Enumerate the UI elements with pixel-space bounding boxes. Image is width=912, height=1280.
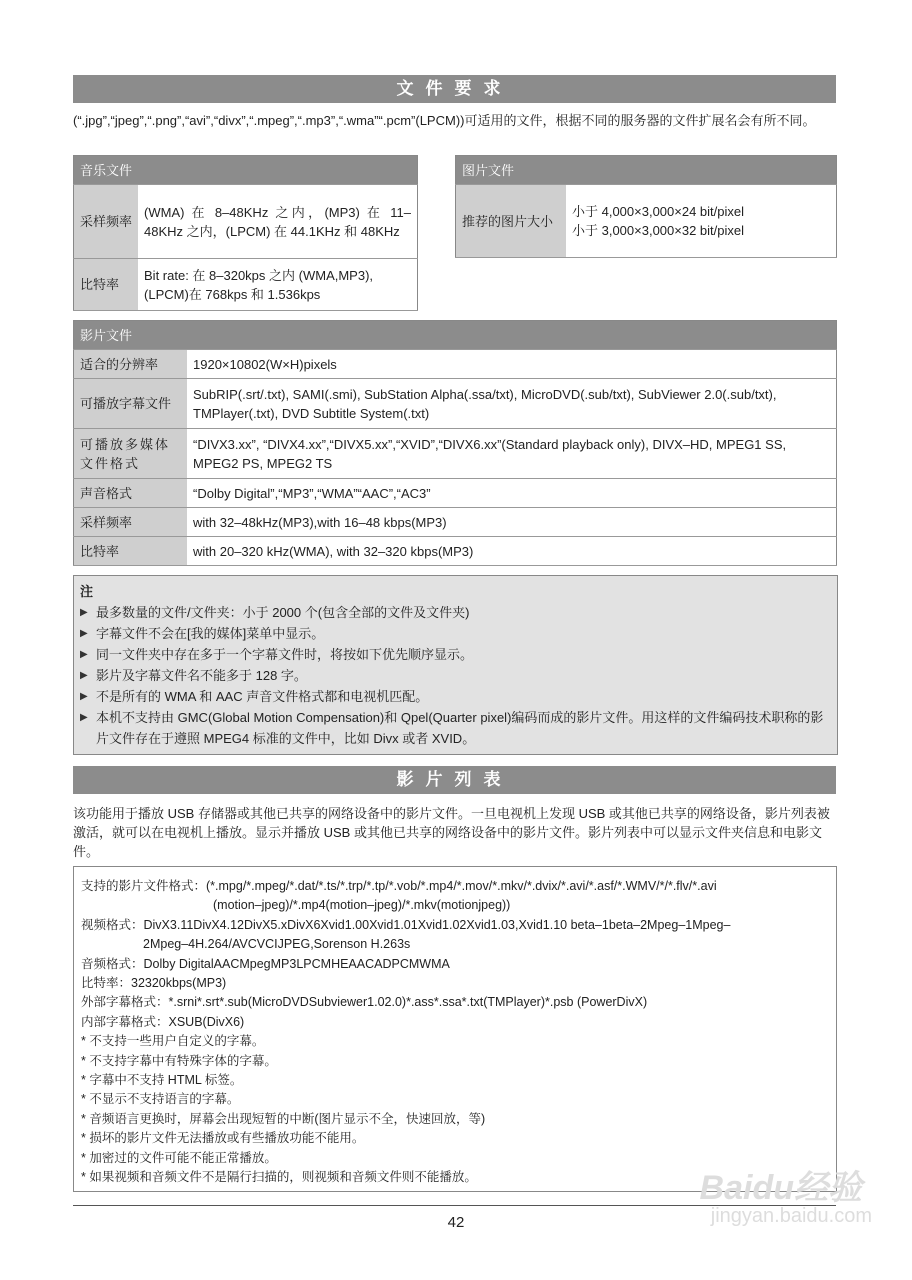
cell-value: with 32–48kHz(MP3),with 16–48 kbps(MP3)	[187, 508, 837, 537]
formats-line: 支持的影片文件格式：(*.mpg/*.mpeg/*.dat/*.ts/*.trp/*.tp/*.vob/*.mp4/*.mov/*.mkv/*.dvix/*.avi/*.asf/*.WMV/*/*.flv/*.avi	[81, 879, 717, 893]
cell-label: 推荐的图片大小	[456, 185, 567, 258]
page-number: 42	[447, 1214, 465, 1231]
box-note: * 不支持字幕中有特殊字体的字幕。	[81, 1053, 277, 1068]
music-header: 音乐文件	[74, 156, 418, 185]
note-item: ▶ 最多数量的文件/文件夹：小于 2000 个(包含全部的文件及文件夹)	[80, 602, 831, 623]
video-format-line: 视频格式：DivX3.11DivX4.12DivX5.xDivX6Xvid1.00Xvid1.01Xvid1.02Xvid1.03,Xvid1.10 beta–1beta–2Mpeg–1Mpeg–	[81, 917, 731, 932]
cell-label: 适合的分辨率	[74, 350, 188, 379]
cell-value: “Dolby Digital”,“MP3”,“WMA”“AAC”,“AC3”	[187, 479, 837, 508]
cell-label: 采样频率	[74, 185, 139, 259]
box-note: * 不支持一些用户自定义的字幕。	[81, 1034, 265, 1049]
cell-value	[566, 185, 837, 258]
picture-table	[455, 155, 837, 258]
picture-size-line: 小于 4,000×3,000×24 bit/pixel	[572, 204, 745, 219]
note-item: ▶ 字幕文件不会在[我的媒体]菜单中显示。	[80, 623, 831, 644]
box-note: * 不显示不支持语言的字幕。	[81, 1092, 240, 1107]
box-note: * 损坏的影片文件无法播放或有些播放功能不能用。	[81, 1131, 365, 1146]
box-note: * 加密过的文件可能不能正常播放。	[81, 1150, 277, 1165]
internal-subtitle-line: 内部字幕格式：XSUB(DivX6)	[81, 1014, 245, 1029]
cell-value: with 20–320 kHz(WMA), with 32–320 kbps(MP3)	[187, 537, 837, 566]
watermark-url: jingyan.baidu.com	[710, 1205, 872, 1227]
picture-size-line: 小于 3,000×3,000×32 bit/pixel	[572, 223, 745, 238]
cell-value: Bit rate: 在 8–320kps 之内 (WMA,MP3), (LPCM)在 768kps 和 1.536kps	[138, 259, 417, 311]
note-item: ▶ 本机不支持由 GMC(Global Motion Compensation)和 Qpel(Quarter pixel)编码而成的影片文件。用这样的文件编码技术职称的影片文件存在于遵照 MPEG4 标准的文件中，比如 Divx 或者 XVID。	[80, 707, 831, 749]
note-box	[73, 575, 838, 755]
box-note: * 字幕中不支持 HTML 标签。	[81, 1073, 243, 1088]
music-table	[73, 155, 418, 311]
video-format-line: 2Mpeg–4H.264/AVCVCIJPEG,Sorenson H.263s	[143, 937, 411, 952]
box-note: * 如果视频和音频文件不是隔行扫描的，则视频和音频文件则不能播放。	[81, 1170, 477, 1185]
cell-value: “DIVX3.xx”, “DIVX4.xx”,“DIVX5.xx”,“XVID”,“DIVX6.xx”(Standard playback only), DIVX–HD, MPEG1 SS, MPEG2 PS, MPEG2 TS	[187, 429, 837, 479]
audio-format-line: 音频格式：Dolby DigitalAACMpegMP3LPCMHEAACADPCMWMA	[81, 956, 450, 971]
external-subtitle-line: 外部字幕格式：*.srni*.srt*.sub(MicroDVDSubviewer1.02.0)*.ass*.ssa*.txt(TMPlayer)*.psb (PowerDivX)	[81, 995, 648, 1010]
picture-header: 图片文件	[456, 156, 837, 185]
box-note: * 音频语言更换时，屏幕会出现短暂的中断(图片显示不全，快速回放，等)	[81, 1111, 486, 1126]
note-item: ▶ 影片及字幕文件名不能多于 128 字。	[80, 665, 831, 686]
cell-value: 1920×10802(W×H)pixels	[187, 350, 837, 379]
movie-intro: 该功能用于播放 USB 存储器或其他已共享的网络设备中的影片文件。一旦电视机上发现 USB 或其他已共享的网络设备，影片列表被激活，就可以在电视机上播放。显示并播放 USB 或其他已共享的网络设备中的影片文件。影片列表中可以显示文件夹信息和电影文件。	[73, 806, 830, 859]
video-table	[73, 320, 837, 566]
cell-label: 比特率	[74, 259, 139, 311]
note-item: ▶ 同一文件夹中存在多于一个字幕文件时，将按如下优先顺序显示。	[80, 644, 831, 665]
supported-formats-box	[73, 866, 837, 1192]
bitrate-line: 比特率：32320kbps(MP3)	[81, 976, 227, 991]
cell-label: 采样频率	[74, 508, 188, 537]
file-intro: (“.jpg”,“jpeg”,“.png”,“avi”,“divx”,“.mpeg”,“.mp3”,“.wma”“.pcm”(LPCM))可适用的文件，根据不同的服务器的文件扩展名会有所不同。	[73, 113, 816, 128]
note-title: 注	[80, 584, 94, 599]
watermark-logo: Baidu经验	[699, 1169, 862, 1207]
cell-label: 可播放多媒体文件格式	[74, 429, 188, 479]
footer-divider	[73, 1205, 836, 1206]
cell-value: SubRIP(.srt/.txt), SAMI(.smi), SubStation Alpha(.ssa/txt), MicroDVD(.sub/txt), SubViewer 2.0(.sub/txt), TMPlayer(.txt), DVD Subtitle System(.txt)	[187, 379, 837, 429]
cell-value: (WMA) 在 8–48KHz 之内，(MP3) 在 11–48KHz 之内，(LPCM) 在 44.1KHz 和 48KHz	[138, 185, 417, 259]
formats-line: (motion–jpeg)/*.mp4(motion–jpeg)/*.mkv(motionjpeg))	[213, 898, 511, 913]
section-title-file-requirements: 文件要求	[73, 75, 836, 103]
cell-label: 比特率	[74, 537, 188, 566]
video-header: 影片文件	[74, 321, 837, 350]
cell-label: 可播放字幕文件	[74, 379, 188, 429]
section-title-movie-list: 影片列表	[73, 766, 836, 794]
cell-label: 声音格式	[74, 479, 188, 508]
note-item: ▶ 不是所有的 WMA 和 AAC 声音文件格式都和电视机匹配。	[80, 686, 831, 707]
